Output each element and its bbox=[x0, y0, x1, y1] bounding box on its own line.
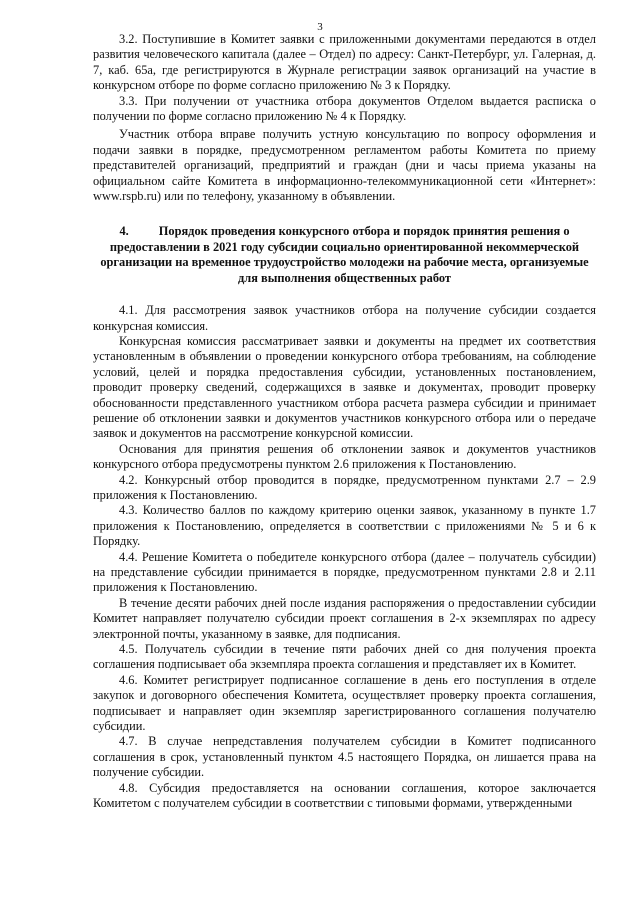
document-body bbox=[93, 32, 596, 812]
paragraph-4-5: 4.5. Получатель субсидии в течение пяти рабочих дней со дня получения проекта соглашения подписывает оба экземпляра проекта соглашения и представляет их в Комитет. bbox=[93, 642, 596, 672]
paragraph-4-1: 4.1. Для рассмотрения заявок участников отбора на получение субсидии создается конкурсная комиссия. bbox=[93, 303, 596, 333]
paragraph-4-6: 4.6. Комитет регистрирует подписанное соглашение в день его поступления в отделе закупок и договорного обеспечения Комитета, осуществляет проверку проекта соглашения, подписывает и направляет один экземпляр зарегистрированного соглашения получателю субсидии. bbox=[93, 672, 596, 734]
page-number: 3 bbox=[317, 21, 323, 33]
paragraph-4-4: 4.4. Решение Комитета о победителе конкурсного отбора (далее – получатель субсидии) на представление субсидии принимается в порядке, предусмотренном пунктами 2.8 и 2.11 приложения к Постановлению. bbox=[93, 549, 596, 595]
paragraph-4-2: 4.2. Конкурсный отбор проводится в порядке, предусмотренном пунктами 2.7 – 2.9 приложения к Постановлению. bbox=[93, 472, 596, 502]
paragraph-consultation: Участник отбора вправе получить устную консультацию по вопросу оформления и подачи заявки в порядке, предусмотренном регламентом работы Комитета по приему представителей организаций, предприятий и граждан (дни и часы приема указаны на официальном сайте Комитета в информационно-телекоммуникационной сети «Интернет»: www.rspb.ru) или по телефону, указанному в объявлении. bbox=[93, 127, 596, 204]
section-title: Порядок проведения конкурсного отбора и порядок принятия решения о предоставлении в 2021 году субсидии социально ориентированной некоммерческой организации на временное трудоустройство молодежи на рабочие места, организуемые для выполнения общественных работ bbox=[100, 224, 589, 285]
section-heading bbox=[93, 224, 596, 286]
paragraph-commission: Конкурсная комиссия рассматривает заявки и документы на предмет их соответствия установленным в объявлении о проведении конкурсного отбора требованиям, на соблюдение условий, целей и порядка предоставления субсидии, установленных постановлением, проводит проверку сведений, содержащихся в заявке и документах, проводит проверку обоснованности представленного участником отбора расчета размера субсидии и принимает решение об отклонении заявки и документов участников конкурсного отбора или о передаче заявок и документов на рассмотрение конкурсной комиссии. bbox=[93, 333, 596, 441]
paragraph-grounds: Основания для принятия решения об отклонении заявок и документов участников конкурсного отбора предусмотрены пунктом 2.6 приложения к Постановлению. bbox=[93, 441, 596, 472]
section-number: 4. bbox=[119, 224, 129, 239]
paragraph-4-7: 4.7. В случае непредставления получателем субсидии в Комитет подписанного соглашения в срок, установленный пунктом 4.5 настоящего Порядка, он лишается права на получение субсидии. bbox=[93, 734, 596, 780]
paragraph-4-3: 4.3. Количество баллов по каждому критерию оценки заявок, указанному в пункте 1.7 приложения к Постановлению, определяется в соответствии с приложениями № 5 и 6 к Порядку. bbox=[93, 503, 596, 549]
paragraph-3-3: 3.3. При получении от участника отбора документов Отделом выдается расписка о получении по форме согласно приложению № 4 к Порядку. bbox=[93, 93, 596, 124]
paragraph-4-8: 4.8. Субсидия предоставляется на основании соглашения, которое заключается Комитетом с получателем субсидии в соответствии с типовыми формами, утвержденными bbox=[93, 780, 596, 811]
paragraph-ten-days: В течение десяти рабочих дней после издания распоряжения о предоставлении субсидии Комитет направляет получателю субсидии проект соглашения в 2-х экземплярах по адресу электронной почты, указанному в заявке, для подписания. bbox=[93, 595, 596, 641]
paragraph-3-2: 3.2. Поступившие в Комитет заявки с приложенными документами передаются в отдел развития человеческого капитала (далее – Отдел) по адресу: Санкт-Петербург, ул. Галерная, д. 7, каб. 65а, где регистрируются в Журнале регистрации заявок организаций на участие в конкурсном отборе по форме согласно приложению № 3 к Порядку. bbox=[93, 32, 596, 93]
